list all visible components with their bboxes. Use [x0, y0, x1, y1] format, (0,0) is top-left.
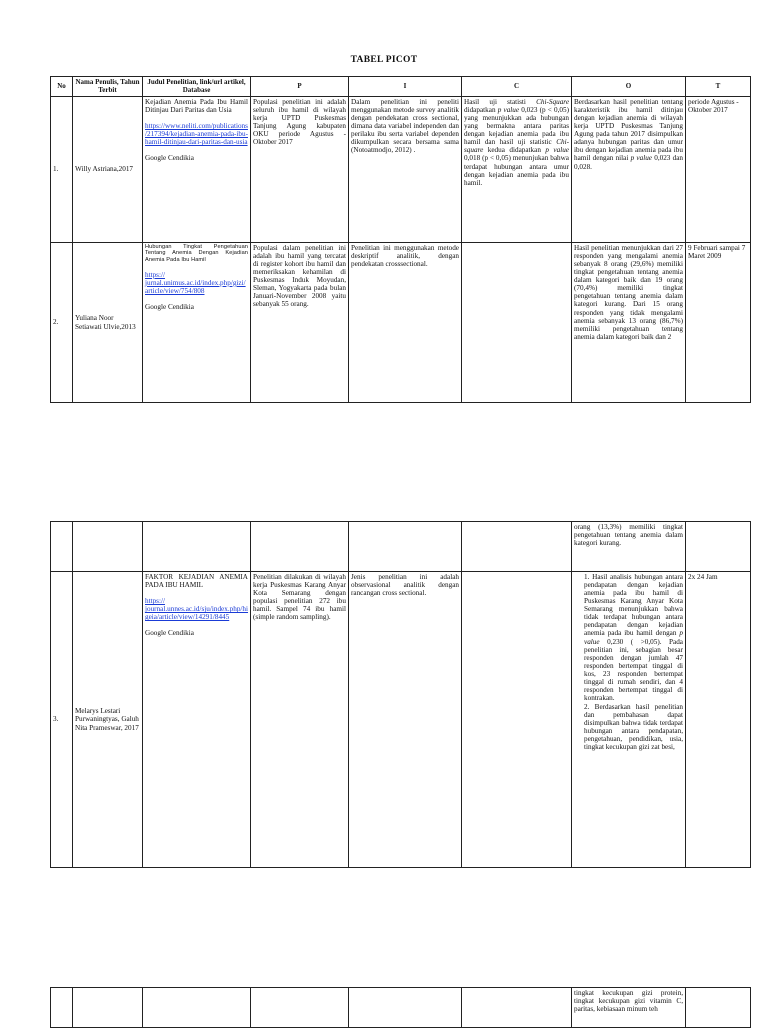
row-2-article-link[interactable]: https:// jurnal.unimus.ac.id/index.php/gizi/article/view/754/808: [145, 270, 246, 295]
row-1-database: Google Cendikia: [145, 154, 194, 163]
row-3-no: 3.: [51, 572, 73, 868]
row-1-p: Populasi penelitian ini adalah seluruh ibu hamil di wilayah kerja UPTD Puskesmas Tanjung Agung kabupaten OKU periode Agustus - Oktober 2017: [251, 97, 349, 243]
row-2-i: Penelitian ini menggunakan metode deskriptif analitik, dengan pendekatan crosssectional.: [349, 243, 462, 403]
row-3-database: Google Cendikia: [145, 629, 194, 638]
header-no: No: [51, 77, 73, 97]
row-3-o-point-2: 2. Berdasarkan hasil penelitian dan pembahasan dapat disimpulkan bahwa tidak terdapat hubungan antara pendapatan, pengetahuan, pendidikan, usia, tingkat kecukupan gizi zat besi,: [584, 703, 683, 752]
row-3-o: 1. Hasil analisis hubungan antara pendapatan dengan kejadian anemia pada ibu hamil di Puskesmas Karang Anyar Kota Semarang menunjukkan bahwa tidak terdapat hubungan antara pendapatan dengan kejadian anemia pada ibu hamil dengan p value 0,230 ( >0,05). Pada penelitian ini, sebagian besar responden dengan jumlah 47 responden bertempat tinggal di kos, 23 responden bertempat tinggal di rumah sendiri, dan 4 responden bertempat tinggal di kontrakan. 2. Berdasarkan hasil penelitian dan pembahasan dapat disimpulkan bahwa tidak terdapat hubungan antara pendapatan, pengetahuan, pendidikan, usia, tingkat kecukupan gizi zat besi,: [572, 572, 686, 868]
row-3-p: Penelitian dilakukan di wilayah kerja Puskesmas Karang Anyar Kota Semarang dengan populasi penelitian 272 ibu hamil. Sampel 74 ibu hamil (simple random sampling).: [251, 572, 349, 868]
row-2-o: Hasil penelitian menunjukkan dari 27 responden yang mengalami anemia sebanyak 8 orang (29,6%) memiliki tingkat pengetahuan tentang anemia dalam kategori baik dan 19 orang (70,4%) memiliki tingkat pengetahuan tentang anemia dalam kategori kurang. Dari 15 orang responden yang tidak mengalami anemia sebanyak 13 orang (86,7%) memiliki pengetahuan tentang anemia dalam kategori baik dan 2: [572, 243, 686, 403]
row-2-no: 2.: [51, 243, 73, 403]
header-author: Nama Penulis, Tahun Terbit: [73, 77, 143, 97]
header-t: T: [686, 77, 751, 97]
row-3-article-link[interactable]: https:// journal.unnes.ac.id/sju/index.php/higeia/article/view/14291/8445: [145, 597, 249, 622]
row-2-c: [462, 243, 572, 403]
row-2-t: 9 Februari sampai 7 Maret 2009: [686, 243, 751, 403]
row-2-author: Yuliana Noor Setiawati Ulvie,2013: [73, 243, 143, 403]
row-1-t: periode Agustus - Oktober 2017: [686, 97, 751, 243]
header-o: O: [572, 77, 686, 97]
row-2-title: Hubungan Tingkat Pengetahuan Tentang Anemia Dengan Kejadian Anemia Pada Ibu Hamil: [145, 244, 248, 263]
table-row: [51, 243, 751, 403]
row-1-article-link[interactable]: https://www.neliti.com/publications/217394/kejadian-anemia-pada-ibu-hamil-ditinjau-dari-paritas-dan-usia: [145, 122, 248, 147]
table-row: [51, 572, 751, 868]
picot-table-part-1: [50, 76, 751, 403]
row-1-o: Berdasarkan hasil penelitian tentang karakteristik ibu hamil ditinjau dengan kejadian anemia di wilayah kerja UPTD Puskesmas Tanjung Agung pada tahun 2017 disimpulkan adanya hubungan paritas dan umur ibu dengan kejadian anemia pada ibu hamil dengan nilai p value 0,023 dan 0,028.: [572, 97, 686, 243]
row-3-i: Jenis penelitian ini adalah observasional analitik dengan rancangan cross sectional.: [349, 572, 462, 868]
row-2-judul: [143, 243, 251, 403]
header-i: I: [349, 77, 462, 97]
table-row: [51, 97, 751, 243]
row-2-o-continued: orang (13,3%) memiliki tingkat pengetahuan tentang anemia dalam kategori kurang.: [572, 522, 686, 572]
page-title: TABEL PICOT: [350, 55, 418, 65]
row-3-t: 2x 24 Jam: [686, 572, 751, 868]
row-3-author: Melarys Lestari Purwaningtyas, Galuh Nita Prameswar, 2017: [73, 572, 143, 868]
header-c: C: [462, 77, 572, 97]
row-1-no: 1.: [51, 97, 73, 243]
picot-table-part-3: [50, 987, 751, 1028]
table-row: [51, 522, 751, 572]
row-3-judul: [143, 572, 251, 868]
row-1-judul: [143, 97, 251, 243]
row-2-database: Google Cendikia: [145, 302, 194, 311]
row-2-p: Populasi dalam penelitian ini adalah ibu hamil yang tercatat di register kohort ibu hamil dan memeriksakan kehamilan di Puskesmas Induk Moyudan, Sleman, Yogyakarta pada bulan Januari-November 2008 yaitu sebanyak 55 orang.: [251, 243, 349, 403]
header-judul: Judul Penelitian, link/url artikel, Database: [143, 77, 251, 97]
row-1-title: Kejadian Anemia Pada Ibu Hamil Ditinjau Dari Paritas dan Usia: [145, 98, 248, 115]
picot-table-part-2: [50, 521, 751, 868]
table-row: [51, 988, 751, 1028]
header-p: P: [251, 77, 349, 97]
row-3-c: [462, 572, 572, 868]
row-1-i: Dalam penelitian ini peneliti menggunakan metode survey analitik dengan pendekatan cross sectional, dimana data variabel independen dan perilaku ibu serta variabel dependen dikumpulkan secara bersama sama (Notoatmodjo, 2012) .: [349, 97, 462, 243]
row-3-title: FAKTOR KEJADIAN ANEMIA PADA IBU HAMIL: [145, 573, 248, 590]
row-3-o-continued: tingkat kecukupan gizi protein, tingkat kecukupan gizi vitamin C, paritas, kebiasaan minum teh: [572, 988, 686, 1028]
row-1-c: Hasil uji statisti Chi-Square didapatkan p value 0,023 (p < 0,05) yang menunjukkan ada hubungan yang bermakna antara paritas dengan kejadian anemia pada ibu hamil dan hasil uji statistic Chi-square kedua didapatkan p value 0,018 (p < 0,05) menunjukan bahwa terdapat hubungan antara umur dengan kejadian anemia pada ibu hamil.: [462, 97, 572, 243]
row-1-author: Willy Astriana,2017: [73, 97, 143, 243]
